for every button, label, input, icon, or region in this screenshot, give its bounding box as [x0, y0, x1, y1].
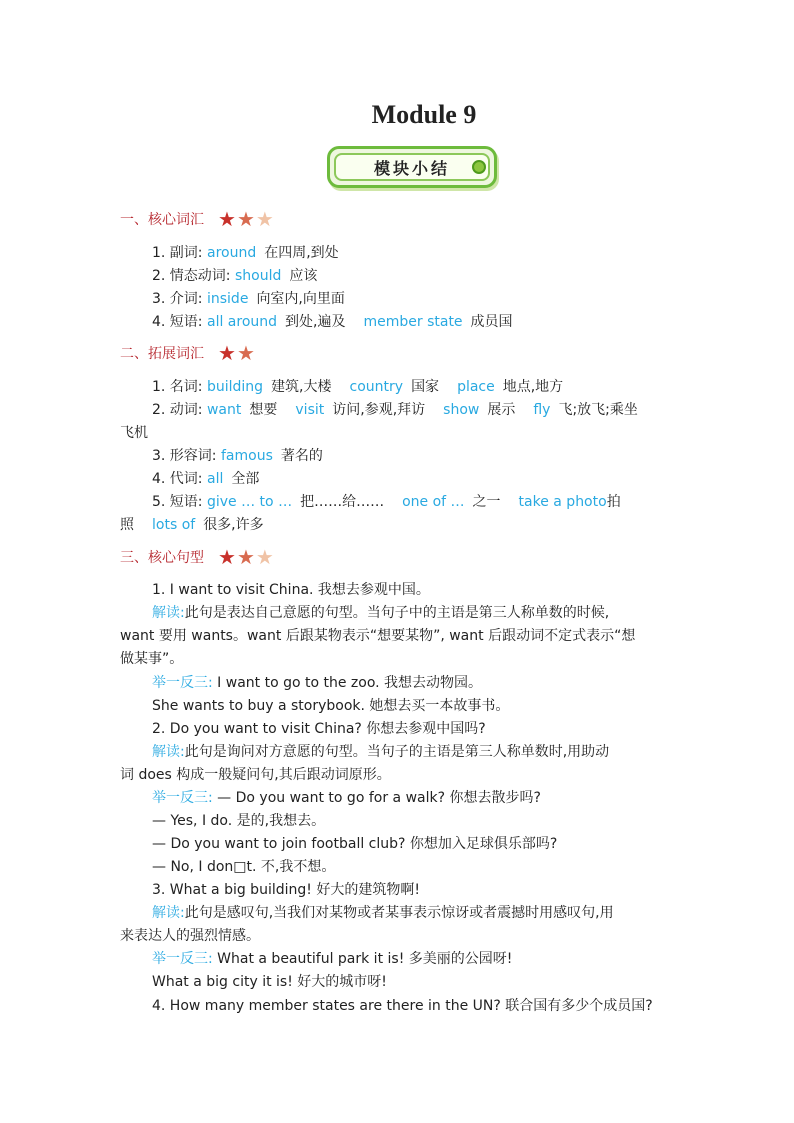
green-dot-icon	[472, 160, 486, 174]
section-heading-sentences	[120, 546, 274, 568]
rating-stars	[218, 547, 274, 567]
summary-badge	[327, 146, 497, 188]
explanation: 解读:此句是表达自己意愿的句型。当句子中的主语是第三人称单数的时候,	[152, 605, 610, 621]
sentence-pattern: 4. How many member states are there in the UN? 联合国有多少个成员国?	[152, 998, 653, 1014]
vocab-item: 3. 介词: inside 向室内,向里面	[152, 291, 345, 307]
example: 举一反三: What a beautiful park it is! 多美丽的公园呀!	[152, 951, 513, 967]
vocab-item: 1. 名词: building 建筑,大楼 country 国家 place 地点,地方	[152, 379, 564, 395]
vocab-item-continued: 飞机	[120, 425, 148, 441]
example: She wants to buy a storybook. 她想去买一本故事书。	[152, 698, 510, 714]
sentence-pattern: 2. Do you want to visit China? 你想去参观中国吗?	[152, 721, 486, 737]
example: — No, I don□t. 不,我不想。	[152, 859, 336, 875]
badge-label: 模块小结	[373, 158, 450, 178]
section-title: 三、核心句型	[120, 550, 204, 566]
explanation-continued: 来表达人的强烈情感。	[120, 928, 260, 944]
rating-stars	[218, 343, 255, 363]
keyword: inside	[206, 291, 249, 307]
vocab-item-continued: 照 lots of 很多,许多	[120, 517, 264, 533]
explanation-continued: 词 does 构成一般疑问句,其后跟动词原形。	[120, 767, 391, 783]
vocab-item: 4. 短语: all around 到处,遍及 member state 成员国	[152, 314, 513, 330]
vocab-item: 2. 动词: want 想要 visit 访问,参观,拜访 show 展示 fly 飞;放飞;乘坐	[152, 402, 638, 418]
keyword: should	[234, 268, 282, 284]
keyword: all around	[206, 314, 278, 330]
keyword: around	[206, 245, 257, 261]
vocab-item: 5. 短语: give … to … 把……给…… one of … 之一 take a photo拍	[152, 494, 621, 510]
explanation: 解读:此句是感叹句,当我们对某物或者某事表示惊讶或者震撼时用感叹句,用	[152, 905, 614, 921]
star-icon: ★	[218, 545, 236, 569]
example: — Do you want to join football club? 你想加入足球俱乐部吗?	[152, 836, 558, 852]
star-icon: ★	[236, 545, 255, 569]
example: — Yes, I do. 是的,我想去。	[152, 813, 326, 829]
star-icon: ★	[236, 341, 255, 365]
keyword: member state	[363, 314, 463, 330]
section-title: 一、核心词汇	[120, 212, 204, 228]
vocab-item: 2. 情态动词: should 应该	[152, 268, 318, 284]
page-title: Module 9	[371, 100, 477, 129]
sentence-pattern: 3. What a big building! 好大的建筑物啊!	[152, 882, 420, 898]
section-heading-ext-vocab	[120, 342, 255, 364]
rating-stars	[218, 209, 274, 229]
star-icon: ★	[218, 207, 236, 231]
star-outline-icon: ★	[255, 545, 274, 569]
sentence-pattern: 1. I want to visit China. 我想去参观中国。	[152, 582, 430, 598]
vocab-item: 1. 副词: around 在四周,到处	[152, 245, 339, 261]
star-icon: ★	[236, 207, 255, 231]
explanation: 解读:此句是询问对方意愿的句型。当句子的主语是第三人称单数时,用助动	[152, 744, 610, 760]
vocab-item: 4. 代词: all 全部	[152, 471, 260, 487]
section-title: 二、拓展词汇	[120, 346, 204, 362]
vocab-item: 3. 形容词: famous 著名的	[152, 448, 323, 464]
section-heading-core-vocab	[120, 208, 274, 230]
explanation-continued: want 要用 wants。want 后跟某物表示“想要某物”, want 后跟动词不定式表示“想	[120, 628, 636, 644]
example: 举一反三: I want to go to the zoo. 我想去动物园。	[152, 675, 483, 691]
example: 举一反三: — Do you want to go for a walk? 你想去散步吗?	[152, 790, 541, 806]
example: What a big city it is! 好大的城市呀!	[152, 974, 387, 990]
star-icon: ★	[218, 341, 236, 365]
explanation-continued: 做某事”。	[120, 651, 184, 667]
star-outline-icon: ★	[255, 207, 274, 231]
